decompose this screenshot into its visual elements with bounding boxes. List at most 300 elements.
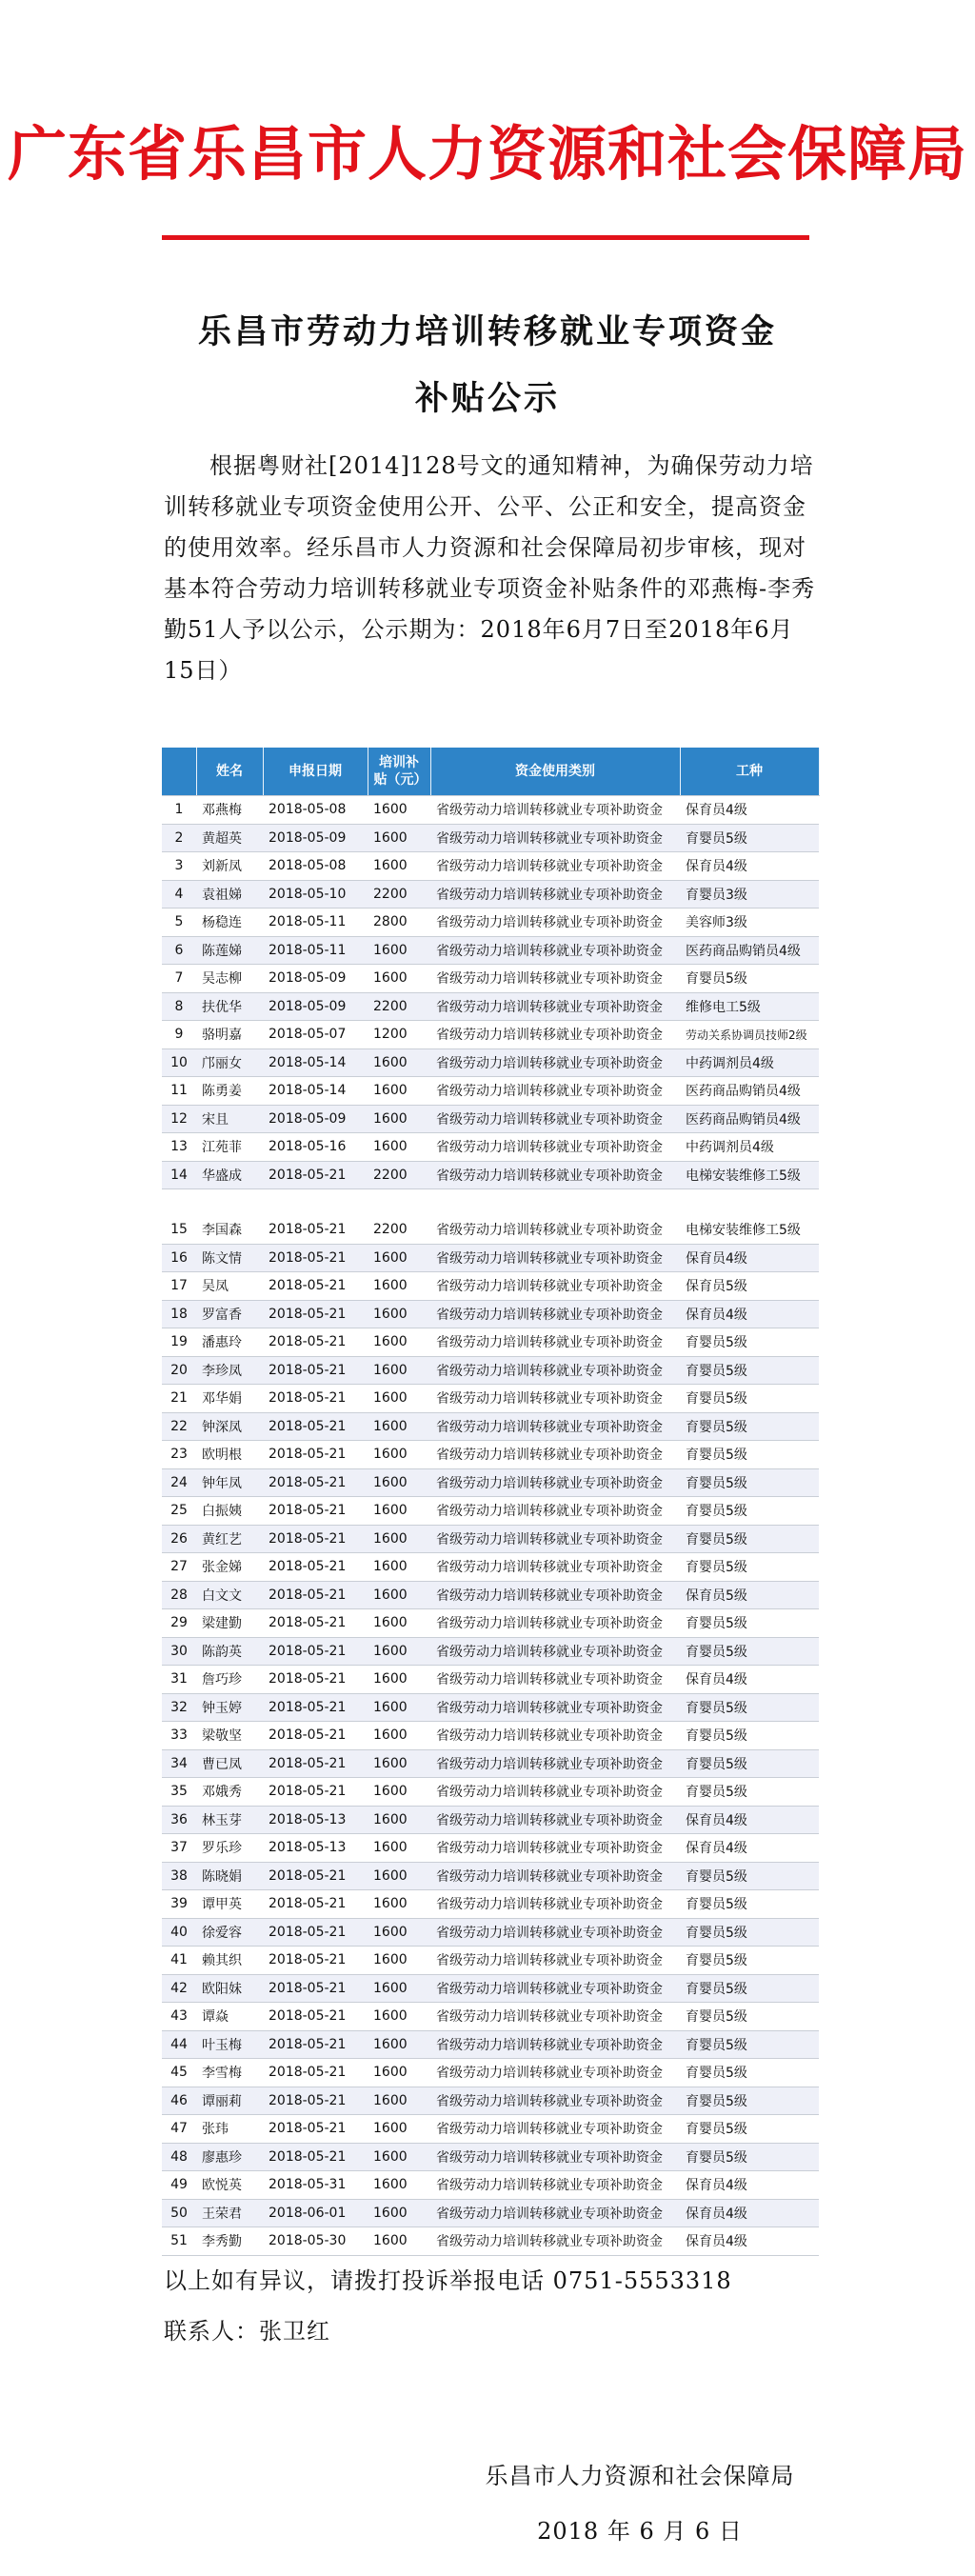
table-row (162, 1048, 819, 1077)
cell-subsidy: 2200 (368, 1161, 430, 1189)
cell-job-type: 育婴员5级 (680, 965, 819, 993)
cell-job-type: 育婴员5级 (680, 1974, 819, 2003)
cell-job-type: 育婴员5级 (680, 2143, 819, 2171)
cell-name: 白文文 (196, 1581, 263, 1609)
table-row (162, 1806, 819, 1834)
cell-index: 29 (162, 1609, 196, 1638)
cell-fund-category: 省级劳动力培训转移就业专项补助资金 (430, 1749, 680, 1778)
cell-job-type: 中药调剂员4级 (680, 1048, 819, 1077)
table-row (162, 2030, 819, 2059)
cell-date: 2018-05-21 (263, 1862, 368, 1890)
table-row (162, 1974, 819, 2003)
cell-name: 杨稳连 (196, 909, 263, 937)
cell-fund-category: 省级劳动力培训转移就业专项补助资金 (430, 1105, 680, 1133)
cell-index: 42 (162, 1974, 196, 2003)
cell-job-type: 育婴员5级 (680, 1947, 819, 1975)
table-row (162, 2115, 819, 2144)
cell-index: 51 (162, 2227, 196, 2256)
table-row (162, 1161, 819, 1189)
cell-name: 谭丽莉 (196, 2087, 263, 2115)
cell-date: 2018-05-21 (263, 2115, 368, 2144)
cell-subsidy: 1600 (368, 1749, 430, 1778)
cell-fund-category: 省级劳动力培训转移就业专项补助资金 (430, 2143, 680, 2171)
cell-index: 18 (162, 1300, 196, 1328)
table-row (162, 1581, 819, 1609)
cell-fund-category: 省级劳动力培训转移就业专项补助资金 (430, 1918, 680, 1947)
table-row (162, 1272, 819, 1301)
cell-fund-category: 省级劳动力培训转移就业专项补助资金 (430, 1048, 680, 1077)
cell-job-type: 育婴员5级 (680, 2087, 819, 2115)
cell-job-type: 保育员4级 (680, 796, 819, 825)
cell-date: 2018-05-13 (263, 1834, 368, 1863)
cell-subsidy: 1600 (368, 2227, 430, 2256)
cell-fund-category: 省级劳动力培训转移就业专项补助资金 (430, 1468, 680, 1497)
cell-name: 江苑菲 (196, 1133, 263, 1162)
cell-index: 44 (162, 2030, 196, 2059)
cell-date: 2018-05-21 (263, 1918, 368, 1947)
intro-paragraph (164, 446, 821, 691)
table-header-row (162, 748, 819, 796)
cell-subsidy: 1600 (368, 1385, 430, 1413)
cell-fund-category: 省级劳动力培训转移就业专项补助资金 (430, 1581, 680, 1609)
cell-index: 35 (162, 1778, 196, 1807)
cell-subsidy: 2800 (368, 909, 430, 937)
cell-name: 袁祖娣 (196, 880, 263, 909)
cell-subsidy: 1600 (368, 2199, 430, 2227)
cell-index: 27 (162, 1553, 196, 1582)
cell-index: 9 (162, 1021, 196, 1049)
cell-name: 邓燕梅 (196, 796, 263, 825)
cell-subsidy: 1600 (368, 1947, 430, 1975)
cell-date: 2018-05-21 (263, 2030, 368, 2059)
cell-date: 2018-05-21 (263, 2059, 368, 2087)
cell-name: 邝丽女 (196, 1048, 263, 1077)
cell-fund-category: 省级劳动力培训转移就业专项补助资金 (430, 2059, 680, 2087)
cell-subsidy: 1600 (368, 1105, 430, 1133)
table-row (162, 1021, 819, 1049)
cell-date: 2018-05-31 (263, 2171, 368, 2200)
cell-fund-category: 省级劳动力培训转移就业专项补助资金 (430, 1722, 680, 1750)
cell-name: 梁敬坚 (196, 1722, 263, 1750)
cell-fund-category: 省级劳动力培训转移就业专项补助资金 (430, 1834, 680, 1863)
cell-job-type: 电梯安装维修工5级 (680, 1216, 819, 1244)
cell-fund-category: 省级劳动力培训转移就业专项补助资金 (430, 2003, 680, 2031)
cell-subsidy: 1600 (368, 965, 430, 993)
cell-date: 2018-05-21 (263, 1693, 368, 1722)
table-row (162, 1468, 819, 1497)
cell-subsidy: 1600 (368, 1133, 430, 1162)
cell-index: 49 (162, 2171, 196, 2200)
table-row (162, 1133, 819, 1162)
table-row (162, 1947, 819, 1975)
signature-org: 乐昌市人力资源和社会保障局 (485, 2463, 795, 2489)
cell-job-type: 保育员4级 (680, 1244, 819, 1272)
cell-subsidy: 1600 (368, 1272, 430, 1301)
signature-date: 2018 年 6 月 6 日 (537, 2518, 743, 2545)
cell-date: 2018-05-14 (263, 1077, 368, 1106)
cell-subsidy: 1600 (368, 1862, 430, 1890)
cell-job-type: 美容师3级 (680, 909, 819, 937)
table-row (162, 1525, 819, 1553)
cell-date: 2018-05-21 (263, 1890, 368, 1919)
cell-fund-category: 省级劳动力培训转移就业专项补助资金 (430, 936, 680, 965)
cell-date: 2018-05-08 (263, 852, 368, 881)
cell-fund-category: 省级劳动力培训转移就业专项补助资金 (430, 1890, 680, 1919)
cell-name: 张玮 (196, 2115, 263, 2144)
cell-index: 14 (162, 1161, 196, 1189)
cell-name: 罗富香 (196, 1300, 263, 1328)
table-row (162, 1862, 819, 1890)
cell-date: 2018-05-21 (263, 1581, 368, 1609)
cell-name: 李雪梅 (196, 2059, 263, 2087)
cell-subsidy: 1600 (368, 2059, 430, 2087)
cell-subsidy: 1600 (368, 2171, 430, 2200)
cell-name: 张金娣 (196, 1553, 263, 1582)
subsidy-table-part-1 (162, 748, 820, 1189)
cell-fund-category: 省级劳动力培训转移就业专项补助资金 (430, 824, 680, 852)
cell-name: 罗乐珍 (196, 1834, 263, 1863)
cell-date: 2018-05-21 (263, 1441, 368, 1469)
cell-subsidy: 1600 (368, 1609, 430, 1638)
cell-job-type: 劳动关系协调员技师2级 (680, 1021, 819, 1049)
cell-name: 梁建勤 (196, 1609, 263, 1638)
cell-job-type: 育婴员5级 (680, 1525, 819, 1553)
cell-job-type: 保育员4级 (680, 1300, 819, 1328)
cell-subsidy: 1600 (368, 2003, 430, 2031)
org-title: 广东省乐昌市人力资源和社会保障局 (7, 119, 967, 189)
cell-fund-category: 省级劳动力培训转移就业专项补助资金 (430, 880, 680, 909)
cell-index: 4 (162, 880, 196, 909)
cell-job-type: 育婴员5级 (680, 1637, 819, 1666)
cell-subsidy: 1600 (368, 2115, 430, 2144)
cell-job-type: 保育员4级 (680, 1834, 819, 1863)
cell-date: 2018-05-21 (263, 1328, 368, 1357)
cell-name: 李珍凤 (196, 1356, 263, 1385)
cell-index: 19 (162, 1328, 196, 1357)
cell-index: 31 (162, 1666, 196, 1694)
cell-index: 13 (162, 1133, 196, 1162)
cell-fund-category: 省级劳动力培训转移就业专项补助资金 (430, 2227, 680, 2256)
table-row (162, 880, 819, 909)
table-row (162, 992, 819, 1021)
cell-name: 林玉芽 (196, 1806, 263, 1834)
cell-date: 2018-05-21 (263, 1637, 368, 1666)
cell-name: 华盛成 (196, 1161, 263, 1189)
cell-subsidy: 1600 (368, 1693, 430, 1722)
cell-subsidy: 1600 (368, 1525, 430, 1553)
cell-date: 2018-05-07 (263, 1021, 368, 1049)
cell-subsidy: 1600 (368, 1077, 430, 1106)
cell-name: 陈勇姜 (196, 1077, 263, 1106)
cell-name: 曹已凤 (196, 1749, 263, 1778)
cell-date: 2018-05-10 (263, 880, 368, 909)
cell-subsidy: 1600 (368, 1974, 430, 2003)
cell-job-type: 电梯安装维修工5级 (680, 1161, 819, 1189)
cell-job-type: 育婴员5级 (680, 1862, 819, 1890)
cell-date: 2018-05-21 (263, 1272, 368, 1301)
cell-subsidy: 1600 (368, 1412, 430, 1441)
table-row (162, 2003, 819, 2031)
table-row (162, 1077, 819, 1106)
cell-job-type: 保育员4级 (680, 1666, 819, 1694)
cell-fund-category: 省级劳动力培训转移就业专项补助资金 (430, 1161, 680, 1189)
cell-name: 欧明根 (196, 1441, 263, 1469)
cell-subsidy: 1600 (368, 1356, 430, 1385)
cell-job-type: 医药商品购销员4级 (680, 1105, 819, 1133)
cell-date: 2018-05-21 (263, 1216, 368, 1244)
cell-date: 2018-05-14 (263, 1048, 368, 1077)
table-row (162, 1244, 819, 1272)
cell-subsidy: 1600 (368, 2143, 430, 2171)
cell-job-type: 保育员5级 (680, 1581, 819, 1609)
header-name: 姓名 (196, 748, 263, 796)
cell-subsidy: 1600 (368, 1048, 430, 1077)
table-row (162, 909, 819, 937)
table-row (162, 1441, 819, 1469)
cell-subsidy: 1600 (368, 1300, 430, 1328)
cell-name: 钟年凤 (196, 1468, 263, 1497)
cell-subsidy: 1600 (368, 1918, 430, 1947)
document-title-line-2: 补贴公示 (414, 379, 560, 418)
cell-subsidy: 1600 (368, 1244, 430, 1272)
objection-note: 以上如有异议，请拨打投诉举报电话 0751-5553318 (164, 2267, 732, 2294)
cell-name: 邓娥秀 (196, 1778, 263, 1807)
cell-fund-category: 省级劳动力培训转移就业专项补助资金 (430, 1609, 680, 1638)
cell-job-type: 育婴员5级 (680, 1441, 819, 1469)
cell-fund-category: 省级劳动力培训转移就业专项补助资金 (430, 1216, 680, 1244)
cell-name: 白振姨 (196, 1497, 263, 1526)
cell-date: 2018-05-21 (263, 1974, 368, 2003)
table-row (162, 1918, 819, 1947)
table-row (162, 2059, 819, 2087)
cell-job-type: 育婴员5级 (680, 1468, 819, 1497)
cell-subsidy: 1600 (368, 1890, 430, 1919)
table-row (162, 1385, 819, 1413)
cell-date: 2018-05-21 (263, 1300, 368, 1328)
cell-index: 10 (162, 1048, 196, 1077)
cell-job-type: 保育员5级 (680, 1272, 819, 1301)
cell-job-type: 育婴员5级 (680, 824, 819, 852)
document-title-line-1: 乐昌市劳动力培训转移就业专项资金 (197, 312, 777, 351)
cell-subsidy: 1600 (368, 1722, 430, 1750)
cell-fund-category: 省级劳动力培训转移就业专项补助资金 (430, 1412, 680, 1441)
cell-index: 37 (162, 1834, 196, 1863)
cell-index: 12 (162, 1105, 196, 1133)
cell-date: 2018-05-21 (263, 1161, 368, 1189)
cell-subsidy: 1600 (368, 1553, 430, 1582)
cell-subsidy: 1600 (368, 1637, 430, 1666)
cell-index: 16 (162, 1244, 196, 1272)
cell-job-type: 保育员4级 (680, 1806, 819, 1834)
cell-name: 陈文情 (196, 1244, 263, 1272)
cell-fund-category: 省级劳动力培训转移就业专项补助资金 (430, 1525, 680, 1553)
table-row (162, 1553, 819, 1582)
cell-fund-category: 省级劳动力培训转移就业专项补助资金 (430, 909, 680, 937)
cell-job-type: 保育员4级 (680, 2227, 819, 2256)
cell-job-type: 维修电工5级 (680, 992, 819, 1021)
cell-job-type: 育婴员5级 (680, 1609, 819, 1638)
cell-date: 2018-05-21 (263, 1778, 368, 1807)
cell-index: 48 (162, 2143, 196, 2171)
cell-job-type: 育婴员5级 (680, 1722, 819, 1750)
cell-date: 2018-05-21 (263, 2003, 368, 2031)
cell-date: 2018-05-11 (263, 909, 368, 937)
table-row (162, 2199, 819, 2227)
cell-index: 8 (162, 992, 196, 1021)
cell-date: 2018-05-21 (263, 2087, 368, 2115)
cell-fund-category: 省级劳动力培训转移就业专项补助资金 (430, 992, 680, 1021)
table-row (162, 1328, 819, 1357)
cell-index: 24 (162, 1468, 196, 1497)
table-row (162, 796, 819, 825)
cell-subsidy: 1600 (368, 2087, 430, 2115)
cell-index: 46 (162, 2087, 196, 2115)
cell-subsidy: 1600 (368, 1834, 430, 1863)
cell-fund-category: 省级劳动力培训转移就业专项补助资金 (430, 1947, 680, 1975)
cell-index: 34 (162, 1749, 196, 1778)
cell-index: 2 (162, 824, 196, 852)
cell-name: 扶优华 (196, 992, 263, 1021)
cell-index: 39 (162, 1890, 196, 1919)
cell-fund-category: 省级劳动力培训转移就业专项补助资金 (430, 2087, 680, 2115)
cell-name: 刘新凤 (196, 852, 263, 881)
cell-name: 吴志柳 (196, 965, 263, 993)
cell-job-type: 育婴员5级 (680, 1385, 819, 1413)
cell-job-type: 育婴员5级 (680, 1553, 819, 1582)
cell-index: 20 (162, 1356, 196, 1385)
cell-name: 李秀勤 (196, 2227, 263, 2256)
table-row (162, 1412, 819, 1441)
cell-job-type: 医药商品购销员4级 (680, 1077, 819, 1106)
cell-date: 2018-05-09 (263, 824, 368, 852)
cell-date: 2018-05-13 (263, 1806, 368, 1834)
cell-subsidy: 1600 (368, 2030, 430, 2059)
cell-fund-category: 省级劳动力培训转移就业专项补助资金 (430, 1497, 680, 1526)
cell-date: 2018-05-21 (263, 1468, 368, 1497)
header-job-type: 工种 (680, 748, 819, 796)
cell-name: 吴凤 (196, 1272, 263, 1301)
table-row (162, 2143, 819, 2171)
cell-fund-category: 省级劳动力培训转移就业专项补助资金 (430, 1328, 680, 1357)
cell-index: 32 (162, 1693, 196, 1722)
cell-fund-category: 省级劳动力培训转移就业专项补助资金 (430, 796, 680, 825)
cell-fund-category: 省级劳动力培训转移就业专项补助资金 (430, 1021, 680, 1049)
cell-name: 谭焱 (196, 2003, 263, 2031)
cell-index: 40 (162, 1918, 196, 1947)
cell-name: 徐爱容 (196, 1918, 263, 1947)
intro-text: 根据粤财社[2014]128号文的通知精神，为确保劳动力培训转移就业专项资金使用公开、公平、公正和安全，提高资金的使用效率。经乐昌市人力资源和社会保障局初步审核，现对基本符合劳动力培训转移就业专项资金补贴条件的邓燕梅-李秀勤51人予以公示，公示期为：2018年6月7日至2018年6月15日） (164, 452, 816, 684)
cell-index: 36 (162, 1806, 196, 1834)
header-date: 申报日期 (263, 748, 368, 796)
cell-name: 钟深凤 (196, 1412, 263, 1441)
cell-fund-category: 省级劳动力培训转移就业专项补助资金 (430, 1300, 680, 1328)
cell-subsidy: 2200 (368, 992, 430, 1021)
cell-fund-category: 省级劳动力培训转移就业专项补助资金 (430, 1637, 680, 1666)
cell-subsidy: 1600 (368, 852, 430, 881)
cell-name: 宋且 (196, 1105, 263, 1133)
cell-name: 潘惠玲 (196, 1328, 263, 1357)
cell-subsidy: 1600 (368, 1468, 430, 1497)
cell-index: 21 (162, 1385, 196, 1413)
cell-index: 47 (162, 2115, 196, 2144)
cell-index: 11 (162, 1077, 196, 1106)
cell-index: 3 (162, 852, 196, 881)
cell-index: 17 (162, 1272, 196, 1301)
cell-fund-category: 省级劳动力培训转移就业专项补助资金 (430, 852, 680, 881)
cell-subsidy: 1600 (368, 1806, 430, 1834)
cell-fund-category: 省级劳动力培训转移就业专项补助资金 (430, 2115, 680, 2144)
table-row (162, 1637, 819, 1666)
cell-fund-category: 省级劳动力培训转移就业专项补助资金 (430, 1778, 680, 1807)
cell-name: 赖其织 (196, 1947, 263, 1975)
table-row (162, 1216, 819, 1244)
cell-index: 22 (162, 1412, 196, 1441)
cell-date: 2018-05-21 (263, 1947, 368, 1975)
cell-job-type: 育婴员5级 (680, 2059, 819, 2087)
table-row (162, 1300, 819, 1328)
cell-fund-category: 省级劳动力培训转移就业专项补助资金 (430, 2171, 680, 2200)
cell-index: 28 (162, 1581, 196, 1609)
cell-job-type: 育婴员5级 (680, 1497, 819, 1526)
cell-index: 23 (162, 1441, 196, 1469)
table-row (162, 1722, 819, 1750)
table-row (162, 2171, 819, 2200)
cell-date: 2018-05-21 (263, 1749, 368, 1778)
table-row (162, 1105, 819, 1133)
cell-date: 2018-05-21 (263, 1412, 368, 1441)
header-subsidy: 培训补贴（元） (368, 748, 430, 796)
cell-name: 詹巧珍 (196, 1666, 263, 1694)
cell-index: 43 (162, 2003, 196, 2031)
cell-subsidy: 1600 (368, 824, 430, 852)
table-row (162, 2227, 819, 2256)
header-index (162, 748, 196, 796)
cell-fund-category: 省级劳动力培训转移就业专项补助资金 (430, 1272, 680, 1301)
cell-job-type: 育婴员5级 (680, 2030, 819, 2059)
cell-name: 廖惠珍 (196, 2143, 263, 2171)
table-row (162, 1778, 819, 1807)
cell-subsidy: 1600 (368, 796, 430, 825)
cell-index: 7 (162, 965, 196, 993)
table-row (162, 1693, 819, 1722)
cell-job-type: 保育员4级 (680, 2171, 819, 2200)
cell-job-type: 育婴员5级 (680, 1693, 819, 1722)
cell-job-type: 育婴员5级 (680, 1890, 819, 1919)
cell-date: 2018-05-16 (263, 1133, 368, 1162)
cell-index: 33 (162, 1722, 196, 1750)
cell-date: 2018-05-21 (263, 1666, 368, 1694)
cell-fund-category: 省级劳动力培训转移就业专项补助资金 (430, 2199, 680, 2227)
cell-index: 50 (162, 2199, 196, 2227)
cell-fund-category: 省级劳动力培训转移就业专项补助资金 (430, 1806, 680, 1834)
table-row (162, 936, 819, 965)
cell-name: 谭甲英 (196, 1890, 263, 1919)
cell-date: 2018-05-21 (263, 1356, 368, 1385)
cell-fund-category: 省级劳动力培训转移就业专项补助资金 (430, 965, 680, 993)
cell-name: 骆明嘉 (196, 1021, 263, 1049)
cell-job-type: 育婴员5级 (680, 1356, 819, 1385)
contact-person: 联系人：张卫红 (164, 2318, 330, 2345)
cell-job-type: 保育员4级 (680, 852, 819, 881)
cell-date: 2018-05-09 (263, 992, 368, 1021)
cell-subsidy: 1600 (368, 1497, 430, 1526)
cell-fund-category: 省级劳动力培训转移就业专项补助资金 (430, 1693, 680, 1722)
cell-date: 2018-05-21 (263, 1553, 368, 1582)
cell-index: 30 (162, 1637, 196, 1666)
cell-index: 5 (162, 909, 196, 937)
cell-date: 2018-05-21 (263, 1244, 368, 1272)
cell-index: 6 (162, 936, 196, 965)
